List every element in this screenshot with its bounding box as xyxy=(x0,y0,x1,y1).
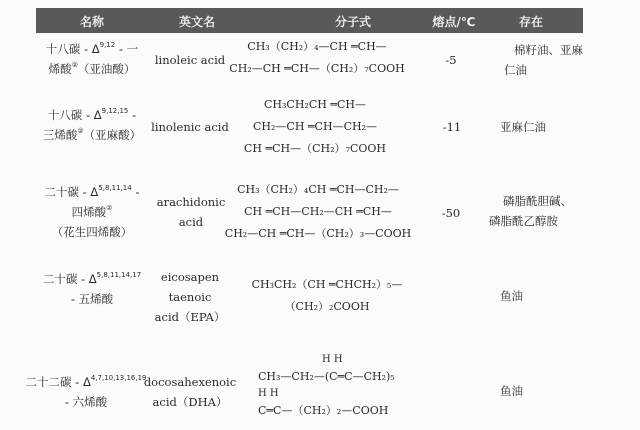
row3-formula: CH₃（CH₂）₄CH ═CH—CH₂— CH ═CH—CH₂—CH ═CH— CH₂—CH ═CH—（CH₂）₃—COOH xyxy=(224,183,412,240)
row4-formula: CH₃CH₂（CH ═CHCH₂）₅— （CH₂）₂COOH xyxy=(251,278,403,313)
header-english: 英文名 xyxy=(178,15,216,29)
row5-english: docosahexenoic acid（DHA） xyxy=(143,375,237,409)
row1-english: linoleic acid xyxy=(154,53,226,67)
row2-name: 十八碳 - Δ$^{9,12,15}$ - 三烯酸②（亚麻酸） xyxy=(42,107,142,142)
header-melting-point: 熔点/℃ xyxy=(432,15,476,29)
row3-name: 二十碳 - Δ$^{5,8,11,14}$ - 四烯酸② （花生四烯酸） xyxy=(44,184,140,239)
row5-formula: H H CH₃—CH₂—(C═C—CH₂)₅ H H C═C—（CH₂）₂—COOH xyxy=(258,354,395,417)
row4-source: 鱼油 xyxy=(500,289,523,303)
row1-melting-point: -5 xyxy=(445,53,457,67)
row2-formula: CH₃CH₂CH ═CH— CH₂—CH ═CH—CH₂— CH ═CH—（CH₂）₇COOH xyxy=(243,98,387,155)
row4-english: eicosapen taenoic acid（EPA） xyxy=(154,270,226,324)
header-formula: 分子式 xyxy=(334,15,372,29)
row5-name: 二十二碳 - Δ$^{4,7,10,13,16,19}$ - 六烯酸 xyxy=(25,374,147,409)
row5-source: 鱼油 xyxy=(500,384,523,398)
row3-melting-point: -50 xyxy=(441,206,461,220)
header-name: 名称 xyxy=(79,15,105,29)
row2-melting-point: -11 xyxy=(442,120,462,134)
row1-source: 棉籽油、亚麻 仁油 xyxy=(504,43,583,77)
row2-source: 亚麻仁油 xyxy=(500,120,546,134)
row1-name: 十八碳 - Δ$^{9,12}$ - 一 烯酸②（亚油酸） xyxy=(45,41,139,76)
row4-name: 二十碳 - Δ$^{5,8,11,14,17}$ - 五烯酸 xyxy=(42,271,142,306)
row1-formula: CH₃（CH₂）₄—CH ═CH— CH₂—CH ═CH—（CH₂）₇COOH xyxy=(229,40,405,75)
row3-english: arachidonic acid xyxy=(156,195,226,229)
row3-source: 磷脂酰胆碱、 磷脂酰乙醇胺 xyxy=(489,194,572,228)
table-header xyxy=(36,8,583,33)
row2-english: linolenic acid xyxy=(151,120,229,134)
header-source: 存在 xyxy=(518,15,544,29)
